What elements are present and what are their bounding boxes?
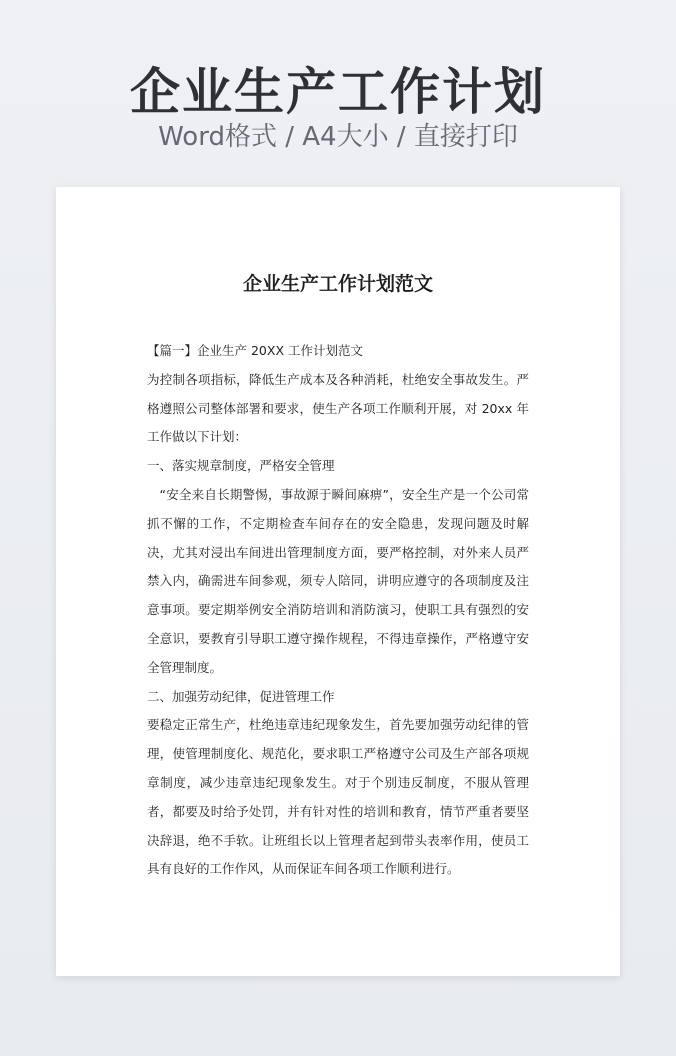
section-heading: 【篇一】企业生产 20XX 工作计划范文: [147, 343, 363, 358]
banner-title: 企业生产工作计划: [130, 63, 546, 121]
section-heading: 二、加强劳动纪律，促进管理工作: [147, 688, 335, 704]
document-body: [147, 337, 529, 884]
document-page: [56, 187, 620, 976]
body-paragraph: 为控制各项指标，降低生产成本及各种消耗，杜绝安全事故发生。严格遵照公司整体部署和要求，使生产各项工作顺利开展，对 20xx 年工作做以下计划：: [147, 371, 529, 445]
banner: [0, 0, 676, 185]
body-paragraph: “安全来自长期警惕，事故源于瞬间麻痹”，安全生产是一个公司常抓不懈的工作，不定期检查车间存在的安全隐患，发现问题及时解决，尤其对浸出车间进出管理制度方面，要严格控制，对外来人员严禁入内，确需进车间参观，须专人陪同，讲明应遵守的各项制度及注意事项。要定期举例安全消防培训和消防演习，使职工具有强烈的安全意识，要教育引导职工遵守操作规程，不得违章操作，严格遵守安全管理制度。: [147, 486, 529, 675]
body-paragraph: 要稳定正常生产，杜绝违章违纪现象发生，首先要加强劳动纪律的管理，使管理制度化、规范化，要求职工严格遵守公司及生产部各项规章制度，减少违章违纪现象发生。对于个别违反制度，不服从管理者，都要及时给予处罚，并有针对性的培训和教育，情节严重者要坚决辞退，绝不手软。让班组长以上管理者起到带头表率作用，使员工具有良好的工作作风，从而保证车间各项工作顺利进行。: [147, 717, 529, 877]
document-title: 企业生产工作计划范文: [242, 273, 433, 295]
section-heading: 一、落实规章制度，严格安全管理: [147, 458, 335, 474]
banner-subtitle: Word格式 / A4大小 / 直接打印: [158, 122, 518, 152]
